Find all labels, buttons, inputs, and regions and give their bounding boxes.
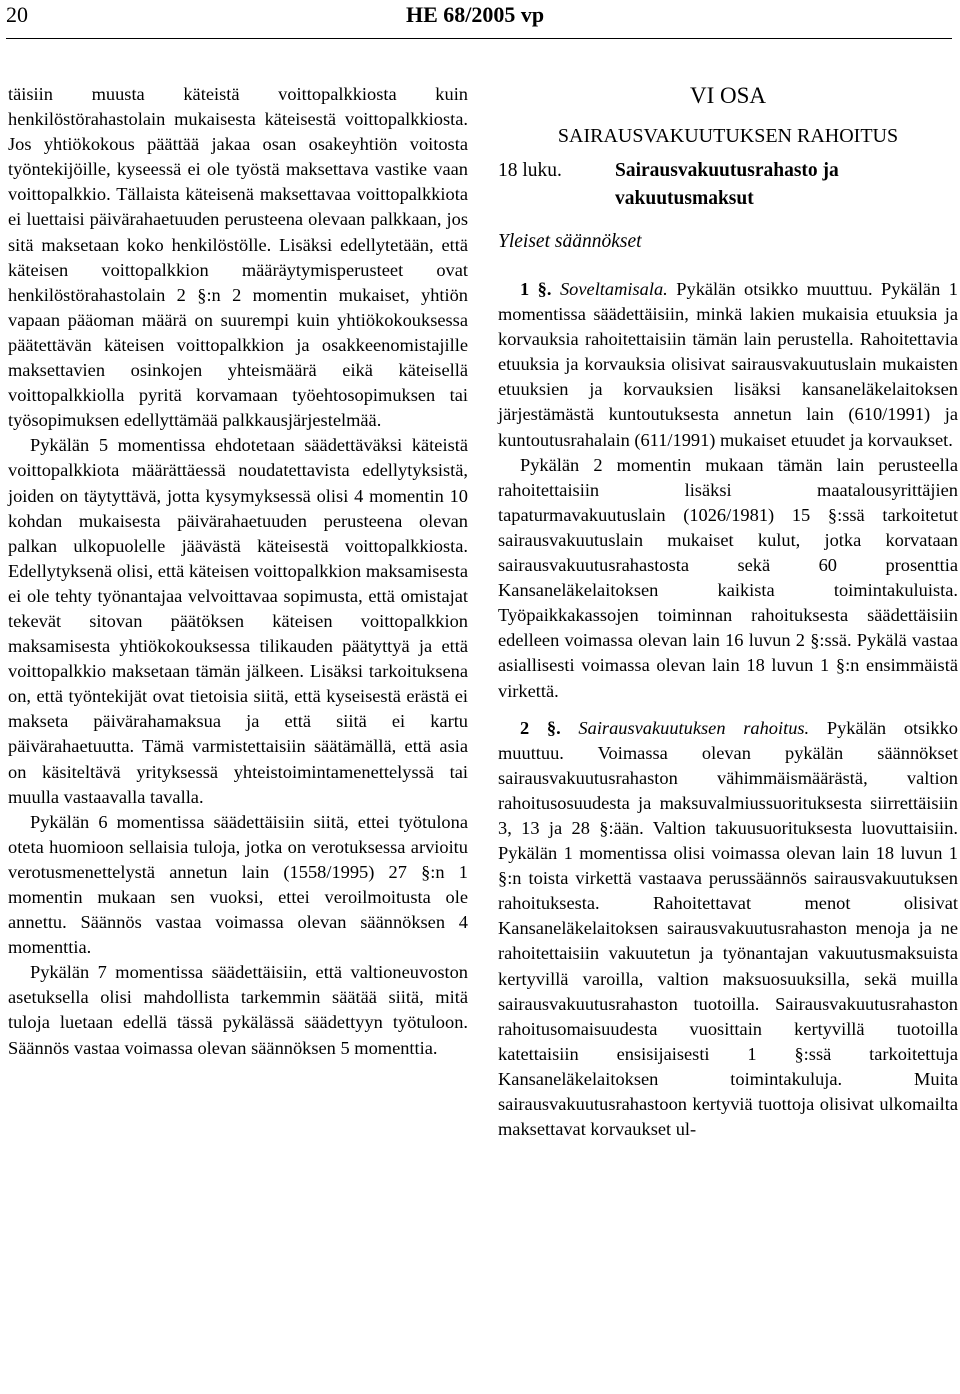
- section-2-title: Sairausvakuutuksen rahoitus.: [578, 717, 810, 738]
- chapter-number: 18 luku.: [498, 160, 562, 181]
- chapter-title: Sairausvakuutusrahasto ja vakuutusmaksut: [615, 160, 839, 209]
- left-paragraph-1: täisiin muusta käteistä voittopalkkiosta kuin henkilöstörahastolain mukaisesta käteisestä voittopalkkiosta. Jos yhtiökokous päättää jakaa osan osakeyhtiön voitosta työntekijöille, kyseessä ei ole työstä maksettava vastike vaan voittopalkkio. Tällaista käteisenä maksettavaa voittopalkkiota ei luettaisi päivärahaetuuden perusteena olevaan palkkaan, jos sitä maksetaan koko henkilöstölle. Lisäksi edellytetään, että käteisen voittopalkkion määräytymisperusteet ovat henkilöstörahastolain 2 §:n 2 momentin mukaiset, yhtiön vapaan pääoman määrä on suurempi kuin yhtiökokouksessa päätettävän käteisen voittopalkkion ja osakkeenomistajille maksettavien osinkojen yhteismäärä eikä käteisellä voittopalkkiolla pyritä korvamaan työehtosopimuksen tai työsopimuksen edellyttämää palkkausjärjestelmää.: [8, 84, 468, 431]
- section-1-number: 1 §.: [520, 279, 552, 299]
- subheading: Yleiset säännökset: [498, 231, 642, 252]
- left-paragraph-2: Pykälän 5 momentissa ehdotetaan säädettäväksi käteistä voittopalkkiota määrättäessä noudatettavista edellytyksistä, joiden on täytyttävä, jotta kysymyksessä olisi 4 momentin 10 kohdan mukaisesta päivärahaetuuden perusteena olevan palkan ulkopuolelle jäävästä käteisestä voittopalkkiosta. Edellytyksenä olisi, että käteisen voittopalkkion maksamisesta ei ole tehty työnantajaa velvoittavaa sopimusta, että omistajat tekevät sitovan päätöksen käteisen voittopalkkion maksamisesta yhtiökokouksessa tilikauden päätyttyä ja että voittopalkkio maksetaan tämän jälkeen. Lisäksi tarkoituksena on, että työntekijät ovat tietoisia siitä, että kyseisestä erästä ei makseta päivärahamaksua ja että siitä ei kartu päivärahaetuutta. Tämä varmistettaisiin säätämällä, että asia on käsiteltävä yrityksessä yhteistoimintamenettelyssä tai muulla vastaavalla tavalla.: [8, 435, 468, 807]
- document-id: HE 68/2005 vp: [406, 2, 545, 27]
- part-title: VI OSA: [689, 83, 767, 108]
- section-1-title: Soveltamisala.: [559, 279, 668, 299]
- left-paragraph-3: Pykälän 6 momentissa säädettäisiin siitä, ettei työtulona oteta huomioon sellaisia tuloja, jotka on verotuksessa arvioitu verotusmenettelystä annetun lain (1558/1995) 27 §:n 1 momentin mukaan sen vuoksi, ettei veroilmoitusta ole annettu. Säännös vastaa voimassa olevan säännöksen 4 momenttia.: [8, 811, 468, 958]
- section-1-paragraph: [498, 277, 958, 453]
- section-2-number: 2 §.: [520, 717, 561, 738]
- section-1-paragraph-2: Pykälän 2 momentin mukaan tämän lain perusteella rahoitettaisiin lisäksi maatalousyrittäjien tapaturmavakuutuslain (1026/1981) 15 §:ssä tarkoitetut sairausvakuutuslain mukaiset kulut, jotka korvataan sairausvakuutusrahastosta sekä 60 prosenttia Kansaneläkelaitoksen kaikista toimintakuluista. Työpaikkakassojen toiminnan rahoituksesta säädettäisiin edelleen voimassa olevan lain 16 luvun 2 §:ssä. Pykälä vastaa asiallisesti voimassa olevan lain 18 luvun 1 §:n ensimmäistä virkettä.: [498, 454, 958, 701]
- section-title: SAIRAUSVAKUUTUKSEN RAHOITUS: [557, 125, 899, 147]
- page-number: 20: [6, 2, 28, 27]
- section-2-paragraph: [498, 716, 958, 1143]
- left-column: [8, 82, 468, 1061]
- section-1-text: Pykälän otsikko muuttuu. Pykälän 1 momentissa säädettäisiin, minkä lakien mukaisia etuuksia ja korvauksia rahoitettaisiin tämän lain perustella. Rahoitettavia etuuksia ja korvauksia olisivat sairausvakuutuslain mukaisten etuuksien ja korvauksien lisäksi kansaneläkelaitoksen järjestämästä kuntoutuksesta annetun lain (610/1991) ja kuntoutusrahalain (611/1991) mukaiset etuudet ja korvaukset.: [498, 279, 958, 450]
- right-column: [498, 82, 958, 1142]
- left-paragraph-4: Pykälän 7 momentissa säädettäisiin, että valtioneuvoston asetuksella olisi mahdollista tarkemmin säätää siitä, mitä tuloja luetaan edellä tässä pykälässä säädettyyn työtuloon. Säännös vastaa voimassa olevan säännöksen 5 momenttia.: [8, 962, 468, 1058]
- chapter-heading: [498, 157, 958, 213]
- section-2-text: Pykälän otsikko muuttuu. Voimassa olevan pykälän säännökset sairausvakuutusrahaston vähimmäismäärästä, valtion rahoitusosuudesta ja maksuvalmiussuorituksesta siirrettäisiin 3, 13 ja 28 §:ään. Valtion takuusuorituksesta luovuttaisiin. Pykälän 1 momentissa olisi voimassa olevan lain 18 luvun 1 §:n toista virkettä vastaava perussäännös sairausvakuutuksen rahoituksesta. Rahoitettavat menot olisivat Kansaneläkelaitoksen sairausvakuutusrahaston menoja ja ne rahoitettaisiin vakuutetun ja työnantajan vakuutusmaksuista kertyvillä varoilla, valtion maksuosuuksilla, sekä muilla sairausvakuutusrahaston tuotoilla. Sairausvakuutusrahaston rahoitusomaisuudesta vuosittain kertyvillä tuotoilla katettaisiin ensisijaisesti 1 §:ssä tarkoitettuja Kansaneläkelaitoksen toimintakuluja. Muita sairausvakuutusrahastoon kertyviä tuottoja olisivat ulkomailta maksettavat korvaukset ul-: [498, 717, 958, 1140]
- page-header: [6, 0, 952, 39]
